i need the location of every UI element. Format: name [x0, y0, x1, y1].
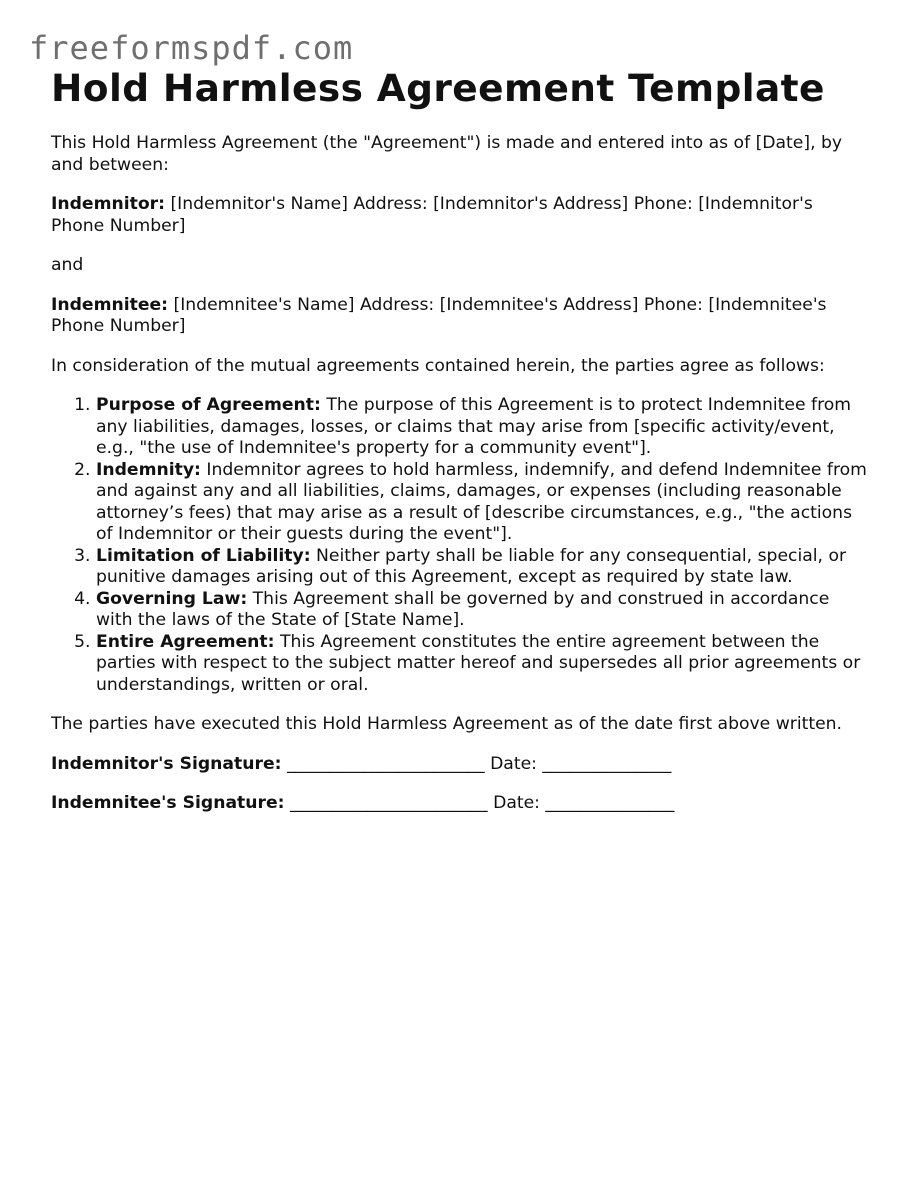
clause-item — [96, 632, 871, 697]
clause-text: This Agreement shall be governed by and construed in accordance with the laws of the State of [State Name]. — [96, 588, 830, 630]
indemnitee-label: Indemnitee: — [51, 294, 169, 315]
clause-heading: Entire Agreement: — [96, 631, 275, 652]
indemnitee-signature-label: Indemnitee's Signature: — [51, 793, 285, 813]
clause-heading: Governing Law: — [96, 588, 248, 609]
indemnitor-signature-label: Indemnitor's Signature: — [51, 753, 282, 774]
clause-heading: Limitation of Liability: — [96, 545, 311, 566]
intro-paragraph: This Hold Harmless Agreement (the "Agreement") is made and entered into as of [Date], by and between: — [51, 133, 843, 175]
clause-text: This Agreement constitutes the entire agreement between the parties with respect to the subject matter hereof and supersedes all prior agreements or understandings, written or oral. — [96, 631, 861, 695]
indemnitor-signature-blanks: _______________________ Date: _______________ — [281, 753, 672, 774]
indemnitee-paragraph — [51, 295, 871, 338]
clause-text: Indemnitor agrees to hold harmless, indemnify, and defend Indemnitee from and against any and all liabilities, claims, damages, or expenses (including reasonable attorney’s fees) that may arise as a result of [describe circumstances, e.g., "the actions of Indemnitor or their guests during the event"]. — [96, 459, 867, 544]
clause-heading: Purpose of Agreement: — [96, 395, 321, 415]
indemnitor-signature-line — [51, 754, 871, 776]
clause-item — [96, 460, 871, 546]
clause-item — [96, 589, 871, 632]
indemnitee-details: [Indemnitee's Name] Address: [Indemnitee's Address] Phone: [Indemnitee's Phone Number] — [51, 294, 827, 336]
clause-item — [96, 546, 871, 589]
clause-text: Neither party shall be liable for any consequential, special, or punitive damages arising out of this Agreement, except as required by state law. — [96, 545, 847, 587]
indemnitor-label: Indemnitor: — [51, 194, 166, 214]
indemnitee-signature-blanks: _______________________ Date: _______________ — [284, 793, 675, 813]
clause-list — [51, 395, 871, 696]
indemnitor-details: [Indemnitor's Name] Address: [Indemnitor's Address] Phone: [Indemnitor's Phone Number] — [51, 194, 813, 236]
document-title: Hold Harmless Agreement Template — [51, 66, 825, 110]
execution-paragraph: The parties have executed this Hold Harmless Agreement as of the date first above written. — [51, 714, 843, 734]
indemnitor-paragraph — [51, 194, 871, 237]
indemnitee-signature-line — [51, 793, 871, 815]
consideration-paragraph: In consideration of the mutual agreements contained herein, the parties agree as follows: — [51, 355, 825, 376]
document-body — [51, 62, 871, 815]
and-text: and — [51, 255, 84, 275]
clause-text: The purpose of this Agreement is to protect Indemnitee from any liabilities, damages, losses, or claims that may arise from [specific activity/event, e.g., "the use of Indemnitee's property for a community event"]. — [96, 395, 852, 458]
watermark: freeformspdf.com — [29, 29, 354, 67]
clause-heading: Indemnity: — [96, 459, 201, 480]
clause-item — [96, 395, 871, 460]
